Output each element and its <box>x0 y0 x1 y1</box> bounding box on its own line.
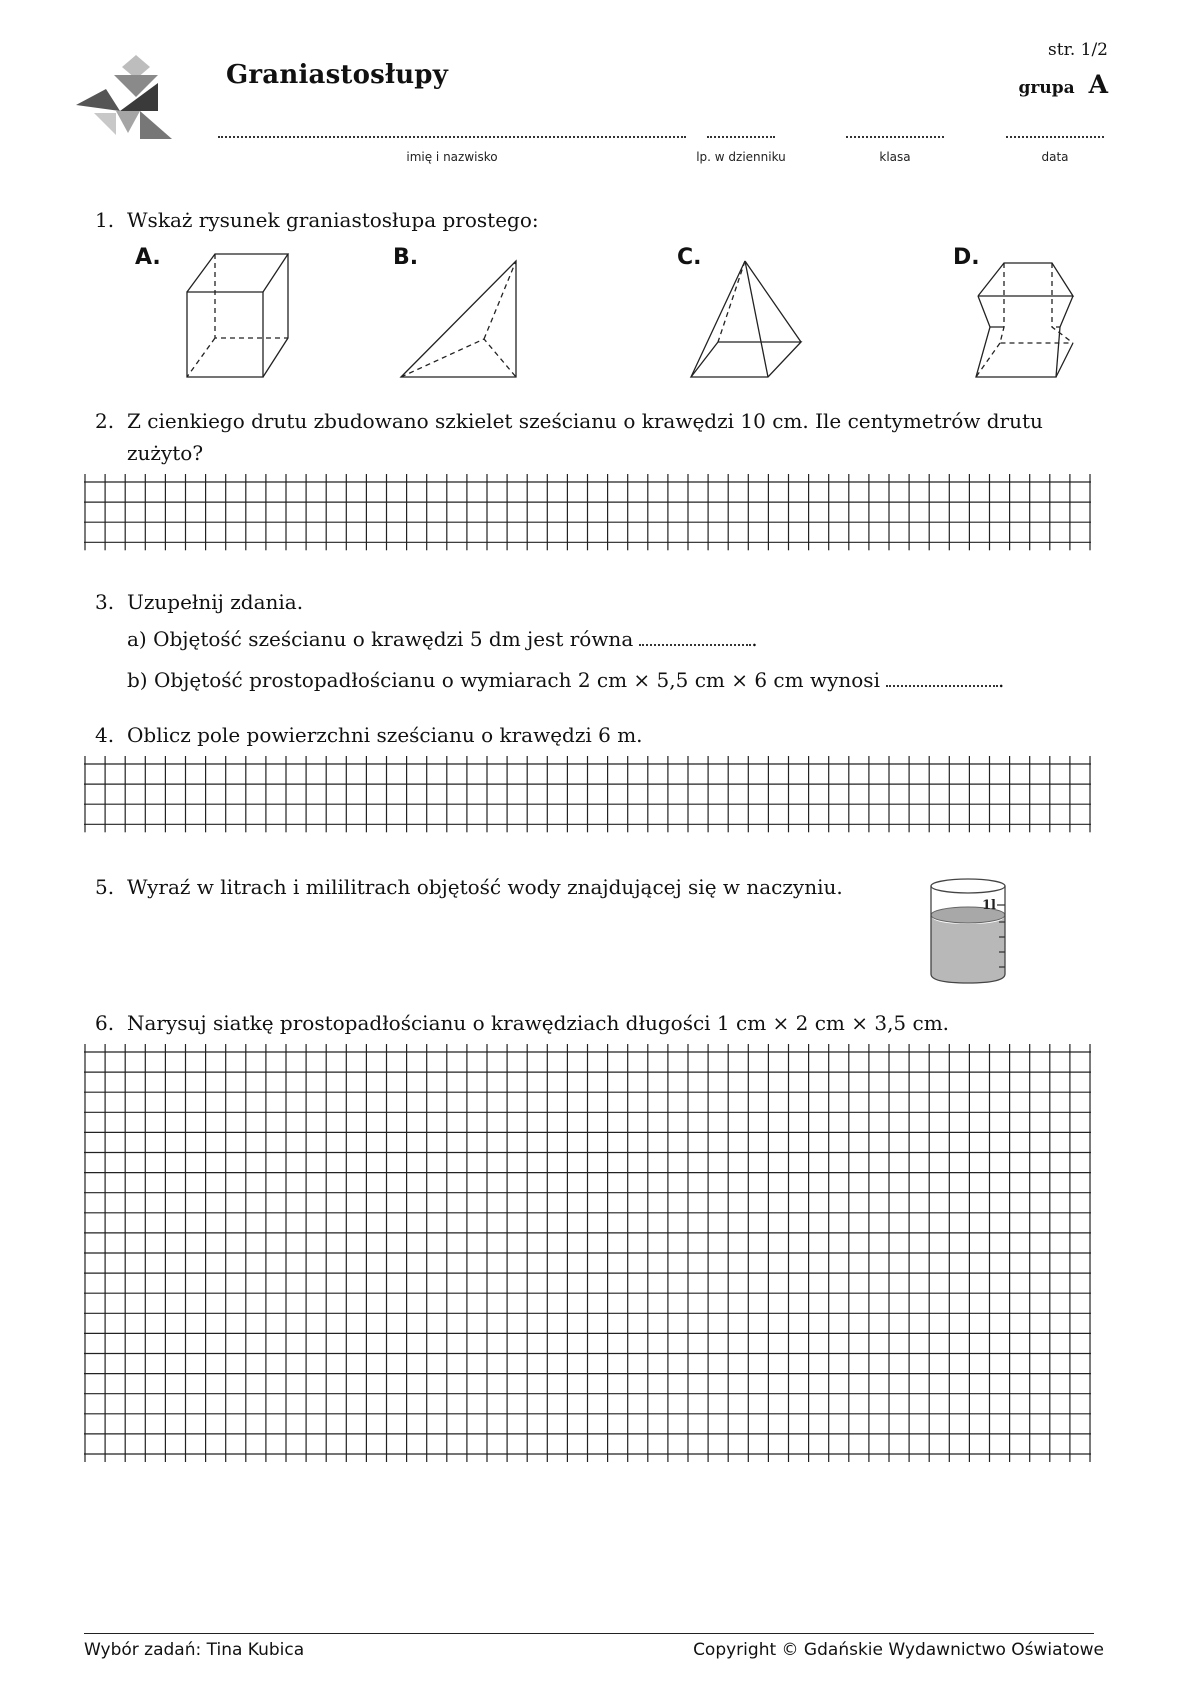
page-number: str. 1/2 <box>1048 40 1108 60</box>
question-number: 5. <box>95 875 115 899</box>
question-6 <box>95 1007 1105 1039</box>
publisher-logo <box>76 55 181 145</box>
question-number: 1. <box>95 208 115 232</box>
question-3b-text: b) Objętość prostopadłościanu o wymiarach 2 cm × 5,5 cm × 6 cm wynosi <box>127 668 880 692</box>
option-label-d: D. <box>953 245 980 270</box>
answer-blank-3a[interactable] <box>639 630 751 646</box>
class-field[interactable] <box>846 118 944 138</box>
answer-grid-q2[interactable] <box>84 474 1094 564</box>
footer-divider <box>84 1633 1094 1634</box>
option-label-a: A. <box>135 245 161 270</box>
question-number: 4. <box>95 723 115 747</box>
question-number: 2. <box>95 409 115 433</box>
question-text: Uzupełnij zdania. <box>127 590 304 614</box>
group-letter: A <box>1088 70 1108 99</box>
question-text: Z cienkiego drutu zbudowano szkielet sześcianu o krawędzi 10 cm. Ile centymetrów drutu <box>127 409 1043 433</box>
question-text: Narysuj siatkę prostopadłościanu o krawędziach długości 1 cm × 2 cm × 3,5 cm. <box>127 1011 950 1035</box>
option-label-b: B. <box>393 245 419 270</box>
figure-b-tetrahedron[interactable] <box>395 255 525 383</box>
date-caption: data <box>1041 150 1069 164</box>
class-caption: klasa <box>879 150 911 164</box>
question-3a: a) Objętość sześcianu o krawędzi 5 dm jest równa . <box>127 627 758 651</box>
beaker-label: 1l <box>982 898 996 913</box>
question-4 <box>95 719 1105 751</box>
group-indicator <box>1018 70 1108 99</box>
question-1 <box>95 204 1105 236</box>
name-caption: imię i nazwisko <box>406 150 498 164</box>
question-3a-text: a) Objętość sześcianu o krawędzi 5 dm jest równa <box>127 627 634 651</box>
answer-blank-3b[interactable] <box>886 671 998 687</box>
journal-caption: lp. w dzienniku <box>696 150 786 164</box>
answer-grid-q4[interactable] <box>84 756 1094 846</box>
question-2 <box>95 405 1105 437</box>
name-field[interactable] <box>218 118 686 138</box>
question-text: Wyraź w litrach i mililitrach objętość wody znajdującej się w naczyniu. <box>127 875 843 899</box>
question-3b: b) Objętość prostopadłościanu o wymiarach 2 cm × 5,5 cm × 6 cm wynosi . <box>127 668 1005 692</box>
figure-d-solid[interactable] <box>972 260 1080 384</box>
question-3 <box>95 586 1105 618</box>
question-number: 3. <box>95 590 115 614</box>
group-label: grupa <box>1018 78 1075 98</box>
question-text: Wskaż rysunek graniastosłupa prostego: <box>127 208 539 232</box>
journal-number-field[interactable] <box>707 118 775 138</box>
footer-author: Wybór zadań: Tina Kubica <box>84 1640 305 1660</box>
footer-copyright: Copyright © Gdańskie Wydawnictwo Oświatowe <box>693 1640 1104 1660</box>
question-5 <box>95 871 875 903</box>
measuring-beaker <box>925 877 1015 987</box>
question-number: 6. <box>95 1011 115 1035</box>
figure-a-cube[interactable] <box>180 248 292 382</box>
question-2-continuation: zużyto? <box>127 441 204 465</box>
date-field[interactable] <box>1006 118 1104 138</box>
question-text: Oblicz pole powierzchni sześcianu o krawędzi 6 m. <box>127 723 643 747</box>
option-label-c: C. <box>677 245 702 270</box>
answer-grid-q6[interactable] <box>84 1044 1094 1484</box>
worksheet-title: Graniastosłupy <box>226 60 448 90</box>
figure-c-pyramid[interactable] <box>688 258 808 383</box>
